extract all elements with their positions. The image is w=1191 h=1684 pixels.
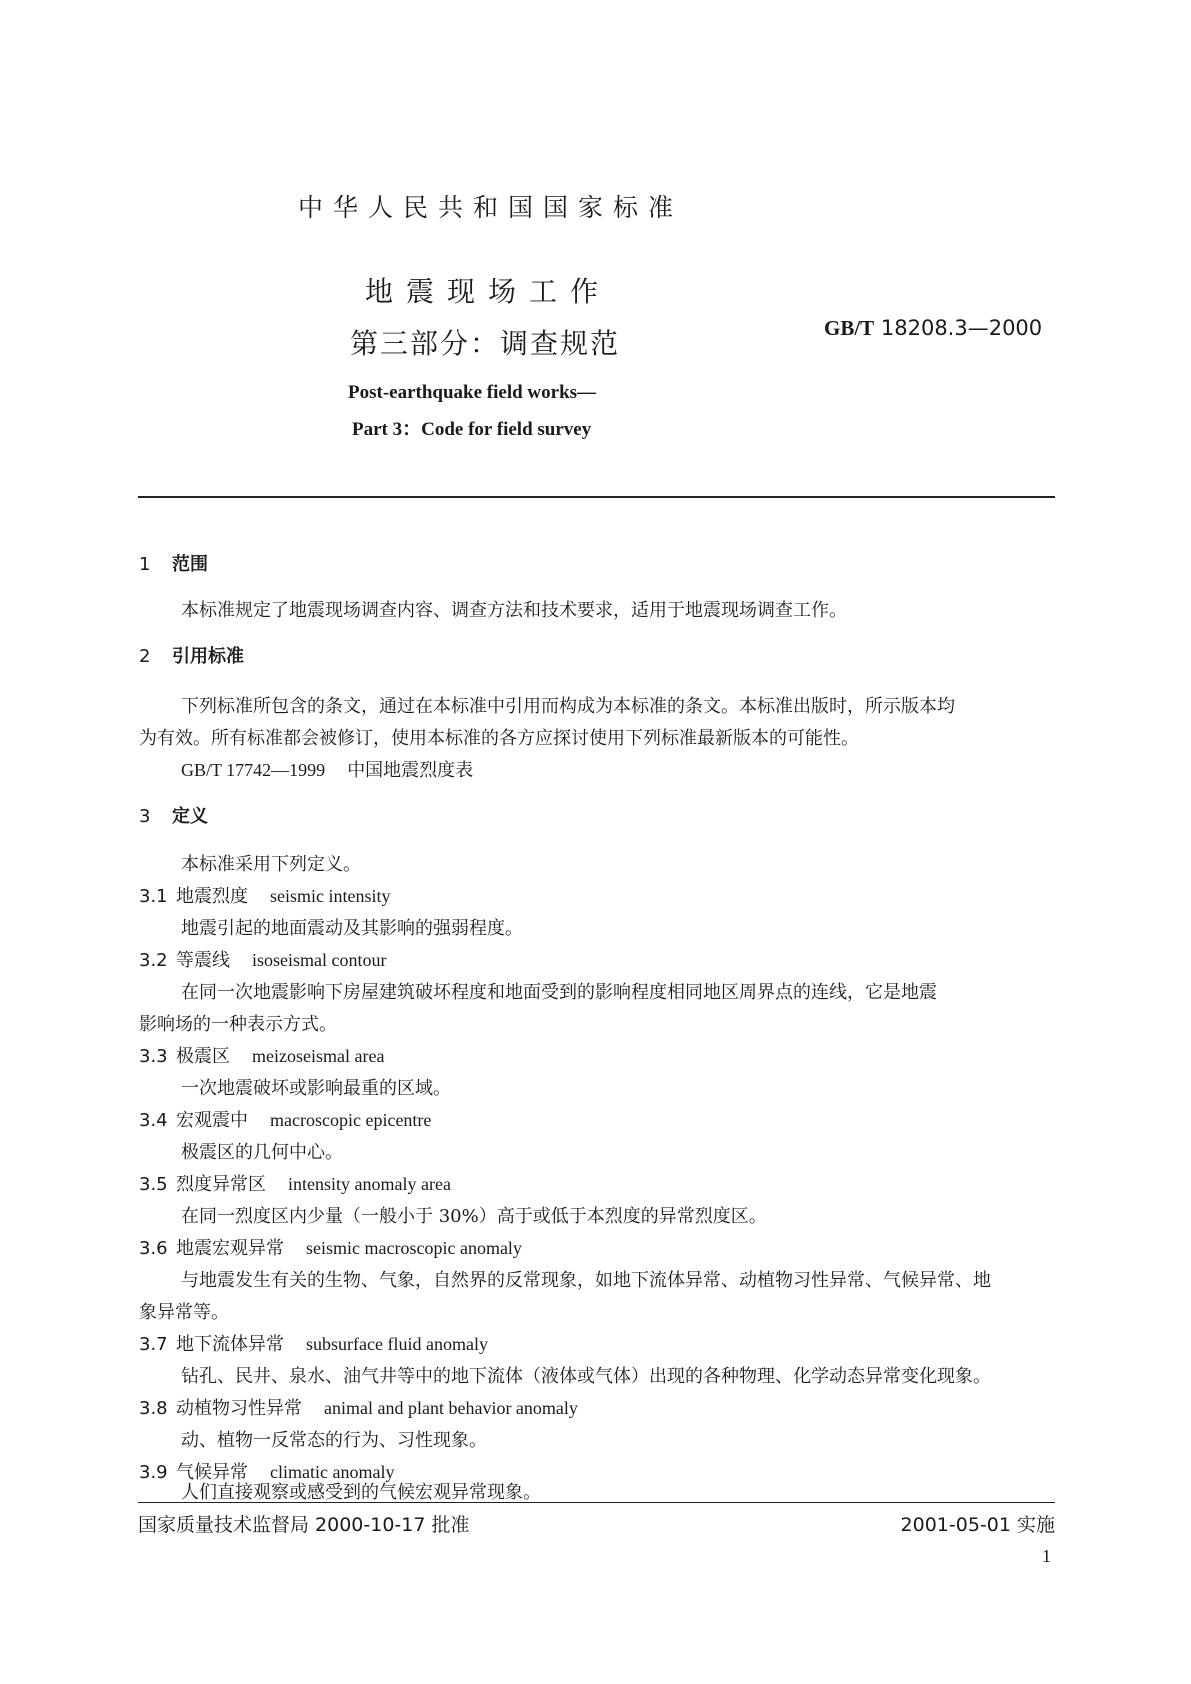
term-3-8-definition: 动、植物一反常态的行为、习性现象。 — [181, 1430, 487, 1451]
term-3-3-definition: 一次地震破坏或影响最重的区域。 — [181, 1078, 451, 1099]
term-number: 3.9 — [139, 1462, 168, 1483]
section-2-text-line2: 为有效。所有标准都会被修订，使用本标准的各方应探讨使用下列标准最新版本的可能性。 — [139, 728, 859, 749]
section-1-text: 本标准规定了地震现场调查内容、调查方法和技术要求，适用于地震现场调查工作。 — [181, 600, 847, 621]
term-zh: 宏观震中 — [176, 1110, 248, 1131]
term-number: 3.4 — [139, 1110, 168, 1131]
term-3-2-definition: 在同一次地震影响下房屋建筑破坏程度和地面受到的影响程度相同地区周界点的连线，它是地震 — [181, 982, 937, 1003]
document-title: 地震现场工作 — [365, 275, 612, 308]
term-number: 3.2 — [139, 950, 168, 971]
header-divider — [138, 496, 1055, 498]
national-standard-heading: 中华人民共和国国家标准 — [298, 193, 684, 222]
term-3-3 — [139, 1042, 384, 1068]
term-en: subsurface fluid anomaly — [306, 1334, 488, 1354]
term-3-6 — [139, 1234, 522, 1260]
term-3-2 — [139, 946, 386, 972]
term-number: 3.1 — [139, 886, 168, 907]
section-2-heading — [139, 642, 244, 668]
section-2-text-line1: 下列标准所包含的条文，通过在本标准中引用而构成为本标准的条文。本标准出版时，所示版本均 — [181, 696, 955, 717]
standard-code-prefix: GB/T — [824, 316, 875, 340]
term-3-6-definition: 与地震发生有关的生物、气象，自然界的反常现象，如地下流体异常、动植物习性异常、气候异常、地 — [181, 1270, 991, 1291]
document-subtitle: 第三部分：调查规范 — [350, 327, 621, 360]
section-number: 2 — [139, 646, 151, 667]
term-en: animal and plant behavior anomaly — [324, 1398, 578, 1418]
issued-by: 国家质量技术监督局 2000-10-17 批准 — [138, 1514, 470, 1536]
reference-title: 中国地震烈度表 — [347, 760, 474, 781]
term-number: 3.8 — [139, 1398, 168, 1419]
term-en: meizoseismal area — [252, 1046, 385, 1066]
term-number: 3.7 — [139, 1334, 168, 1355]
term-en: intensity anomaly area — [288, 1174, 451, 1194]
term-zh: 地下流体异常 — [176, 1334, 284, 1355]
section-3-intro: 本标准采用下列定义。 — [181, 854, 361, 875]
term-3-8 — [139, 1394, 578, 1420]
term-3-6-definition-cont: 象异常等。 — [139, 1302, 229, 1323]
term-zh: 极震区 — [176, 1046, 230, 1067]
english-title-line2: Part 3：Code for field survey — [352, 419, 592, 440]
term-3-9-definition: 人们直接观察或感受到的气候宏观异常现象。 — [181, 1482, 541, 1503]
term-en: seismic macroscopic anomaly — [306, 1238, 522, 1258]
english-title-line1: Post-earthquake field works— — [348, 382, 597, 403]
term-number: 3.3 — [139, 1046, 168, 1067]
section-1-heading — [139, 550, 208, 576]
effective-date: 2001-05-01 实施 — [900, 1514, 1055, 1536]
reference-entry — [181, 756, 473, 782]
term-zh: 等震线 — [176, 950, 230, 971]
term-3-7 — [139, 1330, 488, 1356]
term-zh: 气候异常 — [176, 1462, 248, 1483]
term-3-7-definition: 钻孔、民井、泉水、油气井等中的地下流体（液体或气体）出现的各种物理、化学动态异常变化现象。 — [181, 1366, 991, 1387]
term-en: macroscopic epicentre — [270, 1110, 432, 1130]
term-en: climatic anomaly — [270, 1462, 395, 1482]
term-zh: 地震烈度 — [176, 886, 248, 907]
term-number: 3.6 — [139, 1238, 168, 1259]
term-en: isoseismal contour — [252, 950, 387, 970]
term-3-5 — [139, 1170, 451, 1196]
term-number: 3.5 — [139, 1174, 168, 1195]
standard-code — [824, 316, 1042, 341]
term-3-1-definition: 地震引起的地面震动及其影响的强弱程度。 — [181, 918, 523, 939]
section-number: 3 — [139, 806, 151, 827]
term-3-4-definition: 极震区的几何中心。 — [181, 1142, 343, 1163]
page-number: 1 — [1042, 1546, 1051, 1566]
term-3-1 — [139, 882, 391, 908]
section-title: 范围 — [172, 554, 208, 575]
section-title: 引用标准 — [172, 646, 244, 667]
section-3-heading — [139, 802, 208, 828]
term-zh: 地震宏观异常 — [176, 1238, 284, 1259]
reference-code: GB/T 17742—1999 — [181, 760, 326, 780]
term-en: seismic intensity — [270, 886, 391, 906]
term-3-2-definition-cont: 影响场的一种表示方式。 — [139, 1014, 337, 1035]
term-zh: 烈度异常区 — [176, 1174, 266, 1195]
standard-code-number: 18208.3—2000 — [880, 316, 1043, 340]
footer-divider — [138, 1502, 1055, 1503]
term-zh: 动植物习性异常 — [176, 1398, 302, 1419]
section-title: 定义 — [172, 806, 208, 827]
term-3-5-definition: 在同一烈度区内少量（一般小于 30%）高于或低于本烈度的异常烈度区。 — [181, 1206, 767, 1227]
section-number: 1 — [139, 554, 151, 575]
term-3-4 — [139, 1106, 431, 1132]
